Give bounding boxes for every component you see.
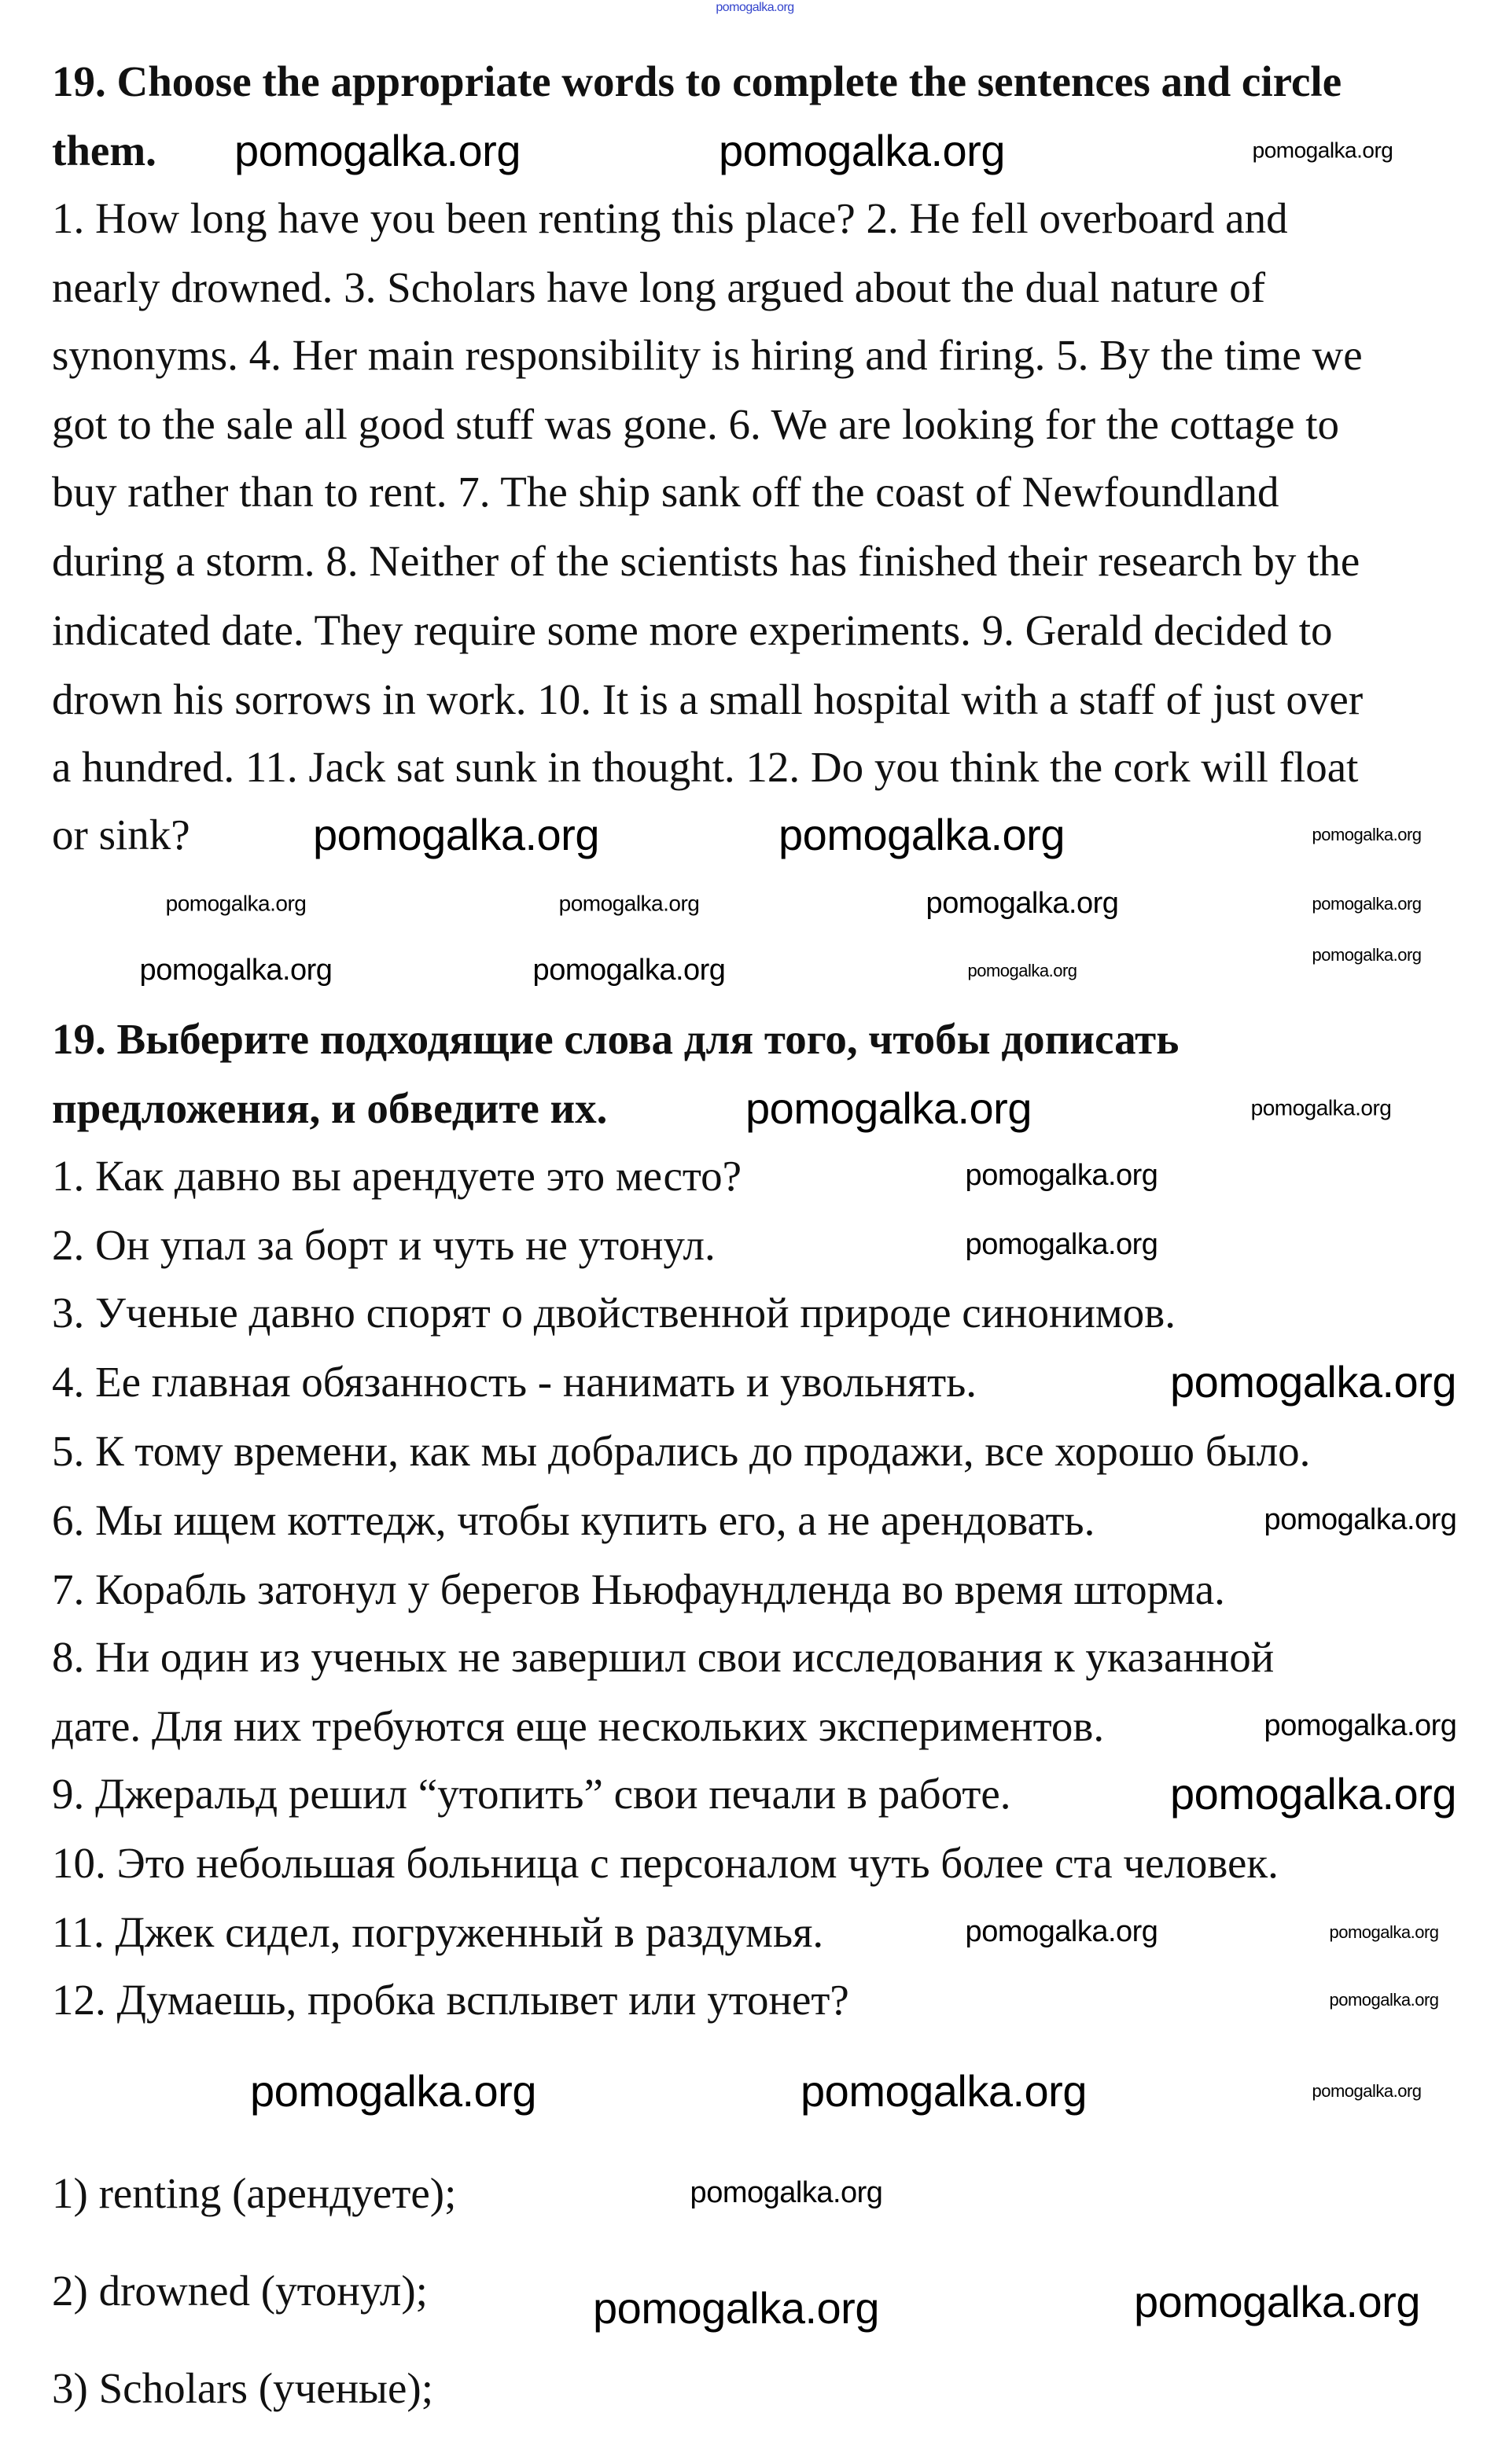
watermark: pomogalka.org bbox=[139, 954, 333, 987]
text-line: 4. Ее главная обязанность - нанимать и увольнять. bbox=[52, 1358, 977, 1406]
answer-line: 1) renting (арендуете); bbox=[52, 2169, 457, 2217]
text-line: a hundred. 11. Jack sat sunk in thought. 12. Do you think the cork will float bbox=[52, 743, 1359, 791]
watermark: pomogalka.org bbox=[965, 1228, 1158, 1262]
watermark: pomogalka.org bbox=[719, 126, 1005, 176]
watermark: pomogalka.org bbox=[1264, 1709, 1457, 1743]
text-line: drown his sorrows in work. 10. It is a small hospital with a staff of just over bbox=[52, 675, 1364, 723]
text-line: or sink? bbox=[52, 811, 190, 859]
text-line: 6. Мы ищем коттедж, чтобы купить его, а не арендовать. bbox=[52, 1496, 1095, 1544]
text-line: buy rather than to rent. 7. The ship sank off the coast of Newfoundland bbox=[52, 468, 1279, 516]
text-line: 1. Как давно вы арендуете это место? bbox=[52, 1152, 742, 1200]
watermark: pomogalka.org bbox=[1134, 2277, 1420, 2327]
text-line: 1. How long have you been renting this place? 2. He fell overboard and bbox=[52, 194, 1288, 242]
watermark: pomogalka.org bbox=[1264, 1503, 1457, 1537]
text-line: 9. Джеральд решил “утопить” свои печали в работе. bbox=[52, 1770, 1011, 1818]
watermark: pomogalka.org bbox=[690, 2176, 883, 2210]
watermark: pomogalka.org bbox=[234, 126, 521, 176]
watermark: pomogalka.org bbox=[1312, 2080, 1422, 2101]
text-line: 7. Корабль затонул у берегов Ньюфаундленда во время шторма. bbox=[52, 1565, 1225, 1613]
watermark: pomogalka.org bbox=[250, 2066, 536, 2116]
watermark: pomogalka.org bbox=[532, 954, 726, 987]
watermark: pomogalka.org bbox=[1329, 1922, 1439, 1942]
text-line: during a storm. 8. Neither of the scientists has finished their research by the bbox=[52, 537, 1360, 585]
exercise-heading: предложения, и обведите их. bbox=[52, 1084, 608, 1132]
watermark: pomogalka.org bbox=[965, 1159, 1158, 1193]
text-line: synonyms. 4. Her main responsibility is hiring and firing. 5. By the time we bbox=[52, 331, 1363, 379]
watermark: pomogalka.org bbox=[165, 891, 307, 916]
watermark: pomogalka.org bbox=[593, 2283, 879, 2333]
watermark: pomogalka.org bbox=[801, 2066, 1087, 2116]
exercise-heading: 19. Выберите подходящие слова для того, чтобы дописать bbox=[52, 1015, 1180, 1063]
watermark: pomogalka.org bbox=[926, 887, 1119, 921]
watermark: pomogalka.org bbox=[1312, 824, 1422, 844]
watermark: pomogalka.org bbox=[1170, 1769, 1456, 1819]
answer-line: 2) drowned (утонул); bbox=[52, 2267, 428, 2315]
text-line: 12. Думаешь, пробка всплывет или утонет? bbox=[52, 1976, 849, 2024]
text-line: 5. К тому времени, как мы добрались до продажи, все хорошо было. bbox=[52, 1427, 1311, 1475]
text-line: 2. Он упал за борт и чуть не утонул. bbox=[52, 1221, 716, 1269]
watermark: pomogalka.org bbox=[313, 810, 599, 860]
watermark: pomogalka.org bbox=[745, 1083, 1032, 1134]
text-line: indicated date. They require some more experiments. 9. Gerald decided to bbox=[52, 606, 1333, 654]
exercise-heading: 19. Choose the appropriate words to complete the sentences and circle bbox=[52, 57, 1342, 105]
watermark: pomogalka.org bbox=[558, 891, 700, 916]
watermark: pomogalka.org bbox=[716, 1, 794, 15]
watermark: pomogalka.org bbox=[1170, 1357, 1456, 1407]
watermark: pomogalka.org bbox=[965, 1915, 1158, 1949]
text-line: nearly drowned. 3. Scholars have long argued about the dual nature of bbox=[52, 263, 1266, 311]
answer-line: 3) Scholars (ученые); bbox=[52, 2364, 434, 2412]
watermark: pomogalka.org bbox=[1312, 944, 1422, 965]
watermark: pomogalka.org bbox=[1312, 893, 1422, 914]
watermark: pomogalka.org bbox=[778, 810, 1065, 860]
watermark: pomogalka.org bbox=[967, 960, 1077, 980]
watermark: pomogalka.org bbox=[1329, 1989, 1439, 2010]
text-line: 11. Джек сидел, погруженный в раздумья. bbox=[52, 1908, 824, 1956]
text-line: 3. Ученые давно спорят о двойственной природе синонимов. bbox=[52, 1289, 1176, 1337]
text-line: 8. Ни один из ученых не завершил свои исследования к указанной bbox=[52, 1633, 1275, 1681]
text-line: 10. Это небольшая больница с персоналом чуть более ста человек. bbox=[52, 1839, 1279, 1887]
text-line: дате. Для них требуются еще нескольких экспериментов. bbox=[52, 1702, 1105, 1750]
watermark: pomogalka.org bbox=[1250, 1095, 1392, 1120]
exercise-heading: them. bbox=[52, 127, 156, 175]
watermark: pomogalka.org bbox=[1252, 138, 1393, 163]
text-line: got to the sale all good stuff was gone. 6. We are looking for the cottage to bbox=[52, 400, 1340, 448]
